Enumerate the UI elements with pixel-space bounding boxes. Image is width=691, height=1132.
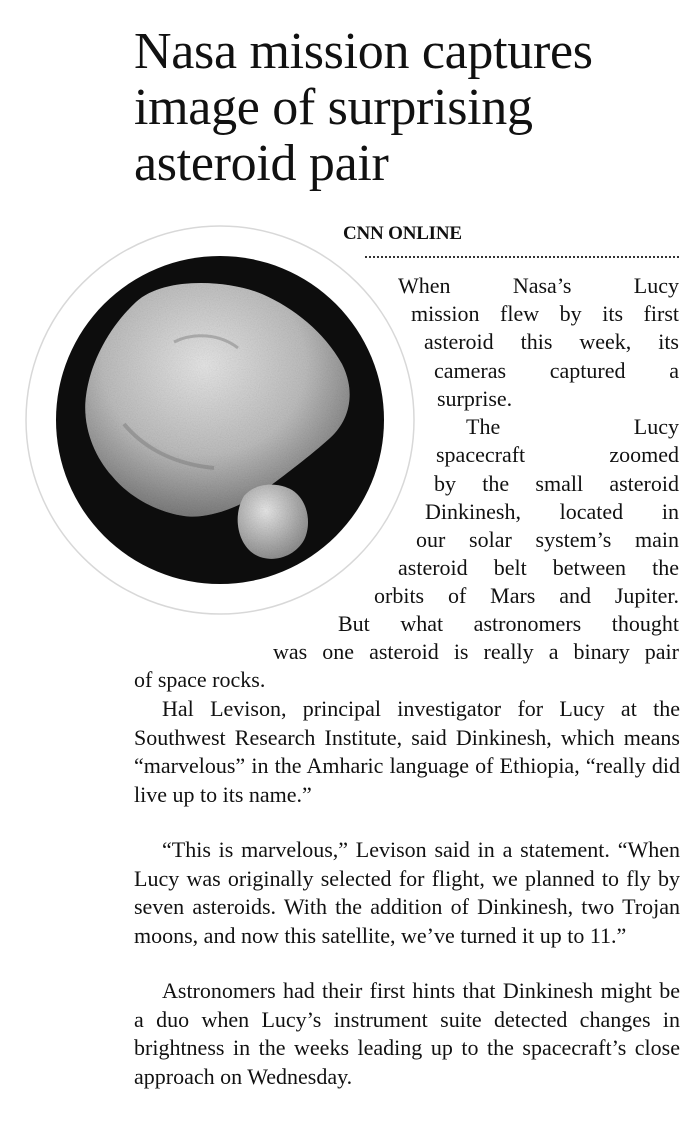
paragraph-3-text: Hal Levison, principal investigator for Lucy at the Southwest Research Institute, said Dinkinesh, which means “marvelous” in the Amharic language of Ethiopia, “really did live up to its name.” [134, 696, 680, 807]
wrap-line: cameras captured a [434, 358, 679, 383]
wrap-line: asteroid this week, its [424, 329, 679, 354]
paragraph-2-tail: of space rocks. [134, 667, 266, 692]
byline: CNN ONLINE [343, 223, 462, 244]
wrap-line: Dinkinesh, located in [425, 499, 679, 524]
wrap-line: orbits of Mars and Jupiter. [374, 583, 679, 608]
wrap-line: But what astronomers thought [338, 611, 679, 636]
moon-satellite [238, 485, 308, 559]
wrap-line: When Nasa’s Lucy [398, 273, 679, 298]
asteroid-photo [24, 224, 416, 616]
wrap-line: mission flew by its first [411, 301, 679, 326]
paragraph-5-text: Astronomers had their first hints that Dinkinesh might be a duo when Lucy’s instrument suite detected changes in brightness in the weeks leading up to the spacecraft’s close approach on Wednesday. [134, 978, 680, 1089]
wrap-line: asteroid belt between the [398, 555, 679, 580]
wrap-line: was one asteroid is really a binary pair [273, 639, 679, 664]
wrap-line: spacecraft zoomed [436, 442, 679, 467]
paragraph-5 [134, 977, 680, 1091]
paragraph-3 [134, 695, 680, 809]
wrap-line: by the small asteroid [434, 471, 679, 496]
paragraph-4 [134, 836, 680, 950]
wrap-line: our solar system’s main [416, 527, 679, 552]
paragraph-4-text: “This is marvelous,” Levison said in a statement. “When Lucy was originally selected for flight, we planned to fly by seven asteroids. With the addition of Dinkinesh, two Trojan moons, and now this satellite, we’ve turned it up to 11.” [134, 837, 680, 948]
wrap-line: The Lucy [466, 414, 679, 439]
wrap-line: surprise. [437, 386, 513, 411]
headline: Nasa mission captures image of surprising asteroid pair [134, 23, 593, 192]
